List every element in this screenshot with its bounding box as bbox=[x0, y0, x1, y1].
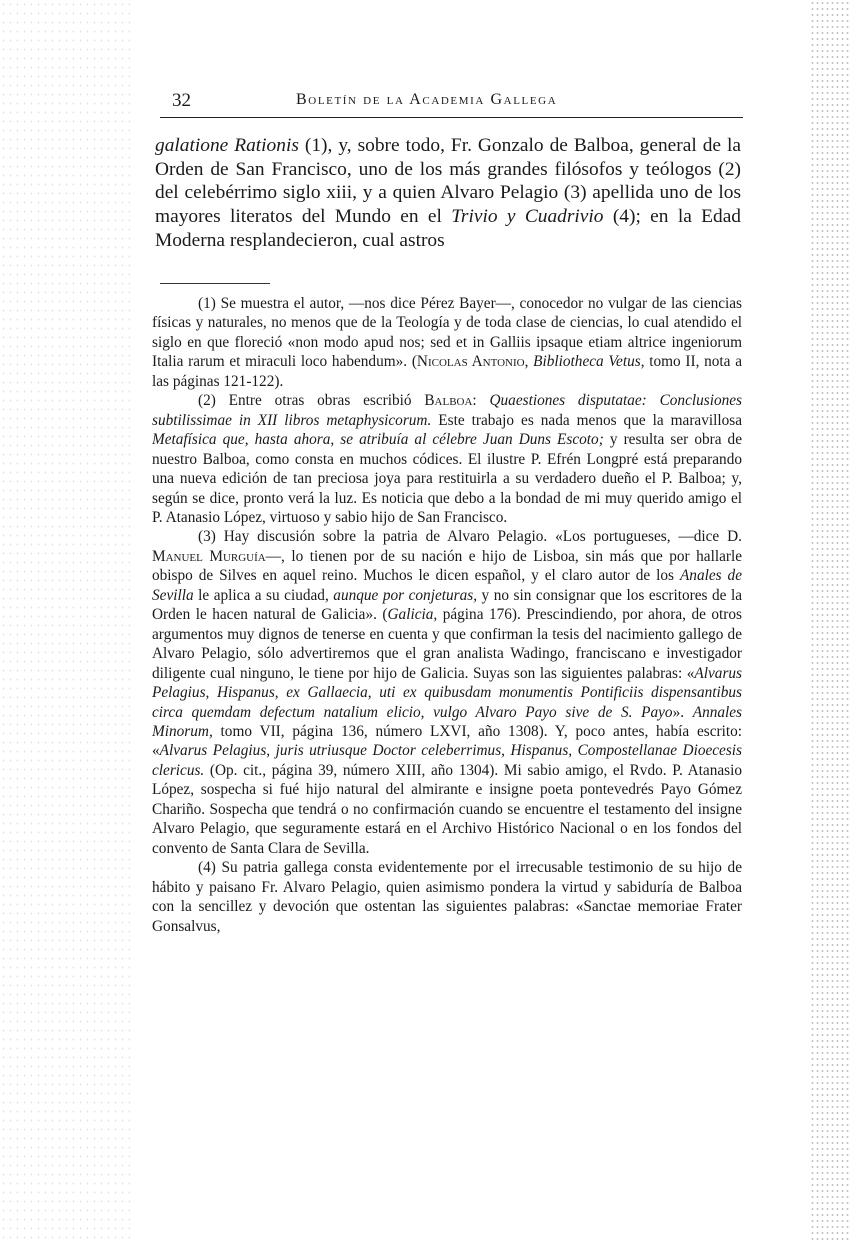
smallcaps-run: Nicolas Antonio bbox=[416, 353, 525, 371]
footnote-4 bbox=[152, 858, 742, 936]
smallcaps-run: Manuel Murguía bbox=[152, 547, 266, 565]
header-rule bbox=[160, 117, 743, 118]
italic-run: Quaestiones disputatae: Conclusiones subtilissimae in XII libros metaphysicorum. bbox=[152, 392, 742, 429]
footnote-2 bbox=[152, 391, 742, 527]
italic-run: Alvarus Pelagius, juris utriusque Doctor celeberrimus, Hispanus, Compostellanae Dioecesis clericus. bbox=[152, 742, 742, 779]
italic-run: Metafísica que, hasta ahora, se atribuía al célebre Juan Duns Escoto; bbox=[152, 431, 604, 449]
italic-run: Bibliotheca Vetus bbox=[533, 353, 641, 371]
text-run: (3) Hay discusión sobre la patria de Alvaro Pelagio. «Los portugueses, —dice D. bbox=[198, 528, 742, 546]
text-run: —, lo tienen por de su nación e hijo de Lisboa, sin más que por hallarle obispo de Silves en aquel reino. Muchos le dicen español, y el claro autor de los bbox=[152, 547, 743, 585]
footnote-1 bbox=[152, 294, 742, 391]
page-header bbox=[168, 88, 743, 116]
text-run: : bbox=[472, 392, 490, 410]
text-run: , bbox=[524, 353, 534, 371]
text-run: y no sin consignar que los escritores de la Orden le hacen natural de Galicia». ( bbox=[152, 586, 742, 624]
footnote-3 bbox=[152, 527, 742, 858]
italic-run: Annales Minorum, bbox=[152, 703, 743, 740]
italic-run: aunque por conjeturas, bbox=[333, 586, 478, 604]
italic-run: Alvarus Pelagius, Hispanus, ex Gallaecia, uti ex quibusdam monumentis Pontificiis dispensantibus circa quemdam defectum natalium elicio, vulgo Alvaro Payo sive de S. Payo bbox=[152, 664, 742, 721]
text-run: (Op. cit., página 39, número XIII, año 1304). Mi sabio amigo, el Rvdo. P. Atanasio López, sospecha si fué hijo natural del almirante e insigne poeta pontevedrés Payo Gómez Chariño. Sospecha que tendrá o no confirmación cuando se encuentre el testamento del insigne Alvaro Pelagio, que seguramente estará en el Archivo Histórico Nacional o en los fondos del convento de Santa Clara de Sevilla. bbox=[152, 761, 742, 857]
footnotes bbox=[152, 294, 742, 936]
page-edge-shadow bbox=[810, 0, 850, 1244]
body-text bbox=[155, 134, 741, 253]
italic-run: Galicia, bbox=[387, 606, 438, 624]
italic-run: Trivio y Cuadrivio bbox=[451, 206, 604, 228]
text-run: (4) Su patria gallega consta evidentemente por el irrecusable testimonio de su hijo de hábito y paisano Fr. Alvaro Pelagio, quien asimismo pondera la virtud y sabiduría de Balboa con la sencillez y devoción que ostentan las siguientes palabras: «Sanctae memoriae Frater Gonsalvus, bbox=[152, 859, 742, 935]
footnote-rule bbox=[160, 283, 270, 284]
text-run: , tomo II, nota a las páginas 121-122). bbox=[152, 353, 742, 390]
text-run: (1) Se muestra el autor, —nos dice Pérez Bayer—, conocedor no vulgar de las ciencias físicas y naturales, no menos que de la Teología y de toda clase de ciencias, lo cual atendido el siglo en que floreció «non modo apud nos; sed et in Galliis ipsaque etiam altrice ingeniorum Italia rarum et miraculi loco habendum». ( bbox=[152, 295, 742, 371]
text-run: (4); en la Edad Moderna resplandecieron, cual astros bbox=[155, 206, 742, 251]
page-speckle-left bbox=[0, 0, 130, 1244]
running-title: Boletín de la Academia Gallega bbox=[296, 91, 558, 108]
text-run: tomo VII, página 136, número LXVI, año 1308). Y, poco antes, había escrito: « bbox=[152, 722, 742, 760]
text-run: (2) Entre otras obras escribió bbox=[198, 392, 425, 410]
italic-run: Anales de Sevilla bbox=[152, 567, 742, 604]
italic-run: galatione Rationis bbox=[155, 135, 299, 156]
text-run: página 176). Prescindiendo, por ahora, de otros argumentos muy dignos de tenerse en cuenta y que confirman la tesis del nacimiento gallego de Alvaro Pelagio, sólo advertiremos que el gran analista Wadingo, franciscano e investigador diligente cual ninguno, le tiene por hijo de Galicia. Suyas son las siguientes palabras: « bbox=[152, 606, 742, 682]
page-number: 32 bbox=[172, 90, 191, 111]
smallcaps-run: Balboa bbox=[424, 392, 473, 410]
text-run: y resulta ser obra de nuestro Balboa, como consta en muchos códices. El ilustre P. Efrén Longpré está preparando una nueva edición de tan preciosa joya para restituirla a su verdadero dueño el P. Balboa; y, según se dice, pronto verá la luz. Es noticia que debo a la bondad de mi muy querido amigo el P. Atanasio López, virtuoso y sabio hijo de San Francisco. bbox=[152, 431, 742, 526]
body-paragraph bbox=[155, 134, 741, 253]
text-run: (1), y, sobre todo, Fr. Gonzalo de Balboa, general de la Orden de San Francisco, uno de los más grandes filósofos y teólogos (2) del celebérrimo siglo xiii, y a quien Alvaro Pelagio (3) apellida uno de los mayores literatos del Mundo en el bbox=[155, 135, 741, 228]
text-run: ». bbox=[672, 703, 693, 721]
text-run: Este trabajo es nada menos que la maravillosa bbox=[431, 411, 742, 429]
text-run: le aplica a su ciudad, bbox=[193, 586, 334, 604]
